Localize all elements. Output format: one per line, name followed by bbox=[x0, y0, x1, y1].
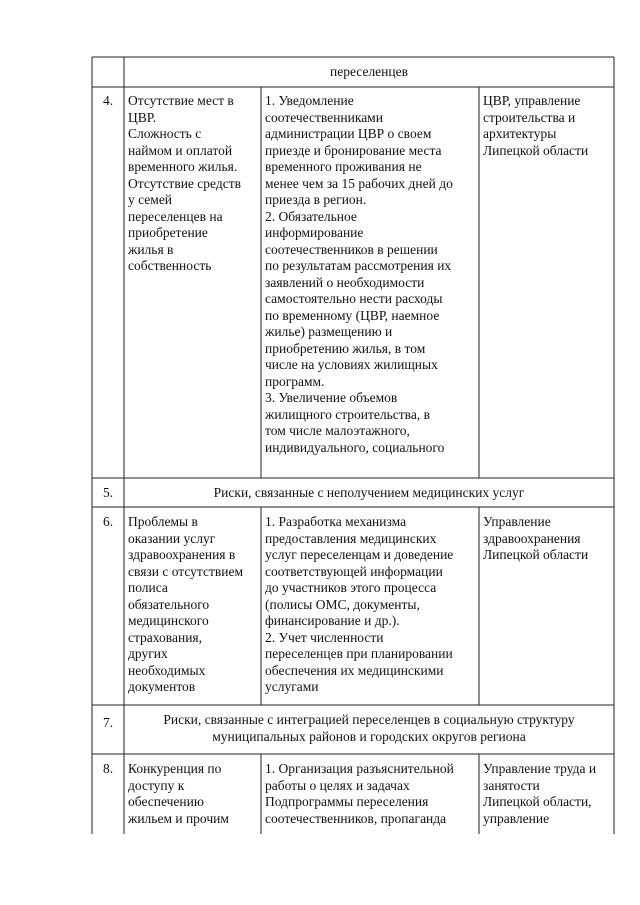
row-6-responsible: Управление здравоохранения Липецкой области bbox=[483, 514, 589, 562]
row-5-number: 5. bbox=[102, 485, 114, 500]
row-8-responsible: Управление труда и занятости Липецкой области, управление bbox=[483, 761, 597, 826]
row-4-risk: Отсутствие мест в ЦВР. Сложность с наймом и оплатой временного жилья. Отсутствие средств у семей переселенцев на приобретение жилья в собственность bbox=[128, 93, 241, 273]
row-4-measures: 1. Уведомление соотечественниками администрации ЦВР о своем приезде и бронирование места временного проживания не менее чем за 15 рабочих дней до приезда в регион. 2. Обязательное информирование соотечественников в решении по результатам рассмотрения их заявлений о необходимости самостоятельно нести расходы по временному (ЦВР, наемное жилье) размещению и приобретению жилья, в том числе на условиях жилищных программ. 3. Увеличение объемов жилищного строительства, в том числе малоэтажного, индивидуального, социального bbox=[265, 93, 453, 455]
row-4-number: 4. bbox=[102, 93, 114, 108]
row-7-number: 7. bbox=[102, 715, 114, 730]
row-8-number: 8. bbox=[102, 761, 114, 776]
continuation-text: переселенцев bbox=[330, 64, 408, 79]
row-6-risk: Проблемы в оказании услуг здравоохранения в связи с отсутствием полиса обязательного медицинского страхования, других необходимых документов bbox=[128, 514, 243, 694]
row-5-header: Риски, связанные с неполучением медицинских услуг bbox=[213, 485, 525, 500]
row-7-header: Риски, связанные с интеграцией переселенцев в социальную структуру муниципальных районов и городских округов региона bbox=[163, 712, 575, 744]
row-6-number: 6. bbox=[102, 514, 114, 529]
row-8-measures: 1. Организация разъяснительной работы о целях и задачах Подпрограммы переселения соотечественников, пропаганда bbox=[265, 761, 454, 826]
row-8-risk: Конкуренция по доступу к обеспечению жильем и прочим bbox=[128, 761, 229, 826]
row-6-measures: 1. Разработка механизма предоставления медицинских услуг переселенцам и доведение соответствующей информации до участников этого процесса (полисы ОМС, документы, финансирование и др.). 2. Учет численности переселенцев при планировании обеспечения их медицинскими услугами bbox=[265, 514, 454, 694]
row-4-responsible: ЦВР, управление строительства и архитектуры Липецкой области bbox=[483, 93, 589, 158]
